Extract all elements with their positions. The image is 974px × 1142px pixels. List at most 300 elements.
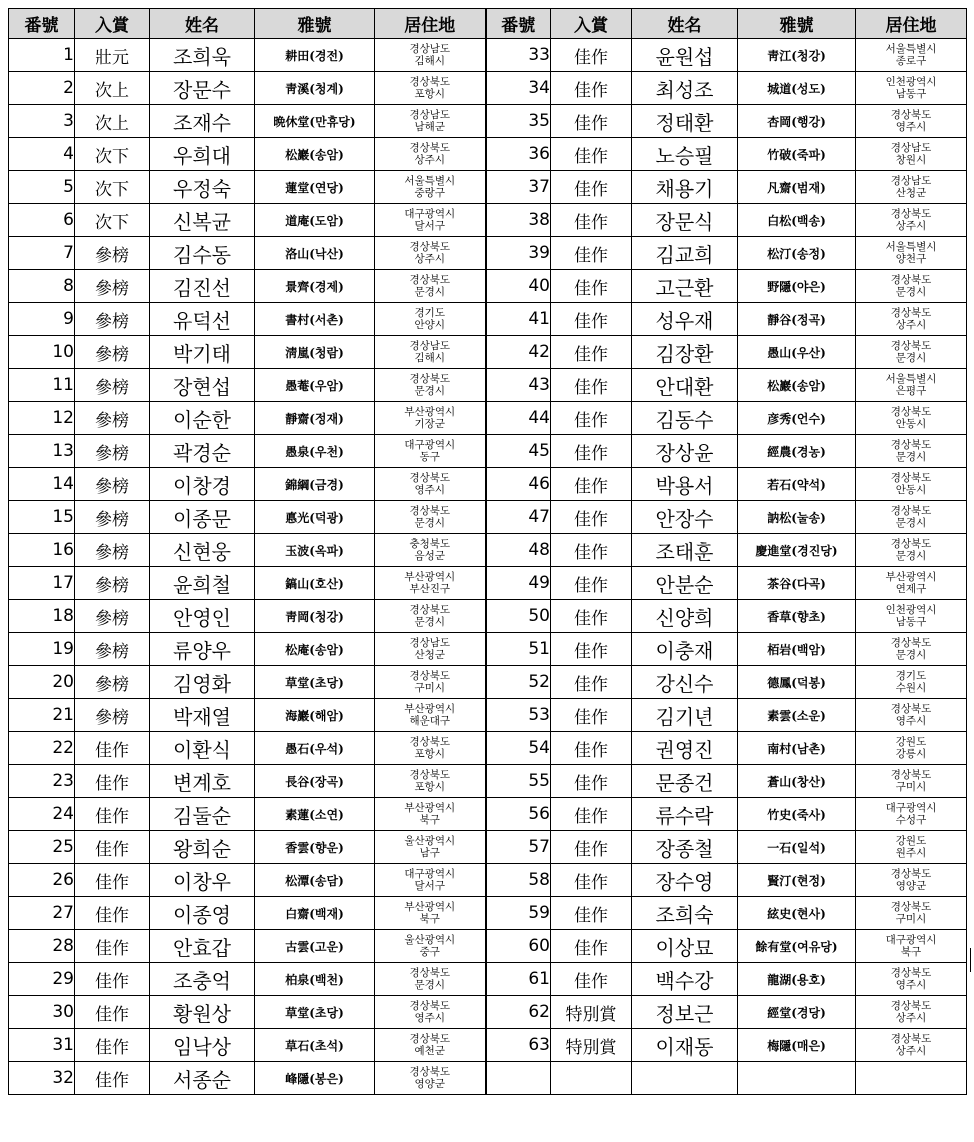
residence-city: 산청군: [414, 649, 445, 661]
residence-region: 경상북도: [409, 76, 451, 88]
table-row: [9, 996, 967, 1029]
table-row: [9, 633, 967, 666]
residence-city: 영주시: [414, 484, 445, 496]
residence-region: 인천광역시: [885, 76, 937, 88]
table-row: [9, 1062, 967, 1095]
entry-residence: [856, 237, 967, 270]
entry-award: 佳作: [551, 336, 632, 369]
entry-name: 안영인: [150, 600, 255, 633]
entry-award: 佳作: [551, 72, 632, 105]
entry-number: 1: [9, 39, 75, 72]
header-residence: 居住地: [375, 9, 486, 39]
residence-region: 경상북도: [890, 967, 932, 979]
entry-award: 參榜: [75, 567, 150, 600]
header-award: 入賞: [75, 9, 150, 39]
entry-number: 23: [9, 765, 75, 798]
entry-award: 參榜: [75, 501, 150, 534]
entry-pen-name: 景齊(경제): [255, 270, 375, 303]
entry-number: 28: [9, 930, 75, 963]
entry-residence: [856, 567, 967, 600]
entry-number: 26: [9, 864, 75, 897]
entry-name: 이환식: [150, 732, 255, 765]
entry-residence: [856, 534, 967, 567]
entry-pen-name: 海巖(해암): [255, 699, 375, 732]
entry-residence: [375, 897, 486, 930]
entry-number: 29: [9, 963, 75, 996]
entry-number: 24: [9, 798, 75, 831]
entry-pen-name: 松汀(송정): [738, 237, 856, 270]
residence-city: 남동구: [895, 616, 927, 628]
residence-region: 경상북도: [890, 637, 932, 649]
entry-number: 41: [486, 303, 551, 336]
residence-city: 안양시: [414, 319, 445, 331]
entry-pen-name: 草石(초석): [255, 1029, 375, 1062]
entry-residence: [856, 600, 967, 633]
entry-number: 45: [486, 435, 551, 468]
entry-residence: [375, 1029, 486, 1062]
entry-number: 12: [9, 402, 75, 435]
residence-city: 해운대구: [409, 715, 451, 727]
entry-name: 임낙상: [150, 1029, 255, 1062]
entry-residence: [856, 39, 967, 72]
entry-residence: [856, 435, 967, 468]
residence-city: 문경시: [895, 550, 927, 562]
entry-name: 권영진: [632, 732, 738, 765]
residence-region: 부산광역시: [404, 802, 456, 814]
entry-number: 50: [486, 600, 551, 633]
table-row: [9, 204, 967, 237]
entry-residence: [375, 204, 486, 237]
residence-city: 강릉시: [895, 748, 927, 760]
entry-residence: [375, 732, 486, 765]
entry-name: 이창경: [150, 468, 255, 501]
entry-pen-name: 一石(일석): [738, 831, 856, 864]
table-row: [9, 963, 967, 996]
entry-number: 6: [9, 204, 75, 237]
residence-region: 인천광역시: [885, 604, 937, 616]
residence-region: 경상북도: [409, 373, 451, 385]
entry-name: 신현웅: [150, 534, 255, 567]
entry-residence: [856, 270, 967, 303]
residence-region: 충청북도: [409, 538, 451, 550]
residence-city: 포항시: [414, 88, 445, 100]
residence-region: 서울특별시: [885, 241, 937, 253]
residence-region: 경상북도: [409, 472, 451, 484]
entry-number: 27: [9, 897, 75, 930]
entry-award: 佳作: [551, 303, 632, 336]
residence-city: 안동시: [895, 484, 927, 496]
residence-city: 포항시: [414, 781, 445, 793]
table-row: [9, 798, 967, 831]
entry-award: 佳作: [75, 798, 150, 831]
entry-number: 16: [9, 534, 75, 567]
entry-pen-name: 草堂(초당): [255, 666, 375, 699]
entry-residence: [375, 435, 486, 468]
residence-city: 영양군: [414, 1078, 445, 1090]
entry-name: 이재동: [632, 1029, 738, 1062]
entry-pen-name: 愚泉(우천): [255, 435, 375, 468]
entry-award: 佳作: [75, 996, 150, 1029]
residence-city: 상주시: [414, 154, 445, 166]
entry-pen-name: 經農(경농): [738, 435, 856, 468]
entry-number: 8: [9, 270, 75, 303]
entry-award: 參榜: [75, 435, 150, 468]
entry-name: 장문식: [632, 204, 738, 237]
entry-number: 39: [486, 237, 551, 270]
entry-award: 參榜: [75, 336, 150, 369]
entry-residence: [375, 666, 486, 699]
entry-award: 佳作: [75, 1029, 150, 1062]
entry-award: 特別賞: [551, 1029, 632, 1062]
residence-region: 경상북도: [409, 670, 451, 682]
entry-residence: [856, 138, 967, 171]
entry-residence: [856, 897, 967, 930]
entry-residence: [856, 699, 967, 732]
table-row: [9, 303, 967, 336]
entry-number: 43: [486, 369, 551, 402]
residence-region: 경상북도: [890, 505, 932, 517]
residence-region: 서울특별시: [404, 175, 456, 187]
entry-award: 參榜: [75, 369, 150, 402]
entry-number: 11: [9, 369, 75, 402]
residence-city: 동구: [419, 451, 440, 463]
entry-number: 48: [486, 534, 551, 567]
residence-city: 구미시: [895, 913, 927, 925]
residence-city: 문경시: [895, 649, 927, 661]
residence-city: 달서구: [414, 220, 445, 232]
entry-award: 參榜: [75, 699, 150, 732]
entry-number: 60: [486, 930, 551, 963]
residence-region: 경상남도: [409, 637, 451, 649]
table-row: [9, 567, 967, 600]
residence-region: 경상북도: [890, 1000, 932, 1012]
entry-award: 佳作: [551, 798, 632, 831]
entry-residence: [856, 402, 967, 435]
entry-number: 52: [486, 666, 551, 699]
entry-residence: [856, 963, 967, 996]
entry-number: 17: [9, 567, 75, 600]
residence-city: 김해시: [414, 55, 445, 67]
entry-pen-name: 白齋(백재): [255, 897, 375, 930]
entry-pen-name: 長谷(장곡): [255, 765, 375, 798]
entry-residence: [375, 303, 486, 336]
entry-award: 佳作: [551, 105, 632, 138]
entry-award: 佳作: [551, 237, 632, 270]
residence-region: 부산광역시: [404, 406, 456, 418]
entry-number: 42: [486, 336, 551, 369]
entry-pen-name: 訥松(눌송): [738, 501, 856, 534]
entry-name: 장현섭: [150, 369, 255, 402]
entry-residence: [375, 336, 486, 369]
table-row: [9, 336, 967, 369]
entry-residence: [856, 732, 967, 765]
residence-city: 산청군: [895, 187, 927, 199]
entry-number: 38: [486, 204, 551, 237]
entry-number: 3: [9, 105, 75, 138]
table-row: [9, 270, 967, 303]
entry-award: 佳作: [551, 369, 632, 402]
entry-name: 안장수: [632, 501, 738, 534]
entry-number: 25: [9, 831, 75, 864]
entry-pen-name: 素蓮(소연): [255, 798, 375, 831]
award-roster: [8, 8, 967, 1095]
entry-residence: [375, 270, 486, 303]
entry-residence: [856, 633, 967, 666]
entry-name: 안대환: [632, 369, 738, 402]
entry-number: 56: [486, 798, 551, 831]
entry-pen-name: 蓮堂(연당): [255, 171, 375, 204]
residence-city: 문경시: [414, 385, 445, 397]
entry-pen-name: 栢岩(백암): [738, 633, 856, 666]
residence-city: 남구: [419, 847, 440, 859]
entry-residence: [375, 798, 486, 831]
entry-pen-name: 愚菴(우암): [255, 369, 375, 402]
entry-award: 佳作: [551, 600, 632, 633]
entry-number: 19: [9, 633, 75, 666]
residence-region: 경상북도: [409, 142, 451, 154]
entry-residence: [375, 600, 486, 633]
residence-city: 포항시: [414, 748, 445, 760]
entry-residence: [375, 501, 486, 534]
entry-name: 김수동: [150, 237, 255, 270]
entry-residence: [856, 996, 967, 1029]
entry-award: 佳作: [551, 402, 632, 435]
entry-number: 54: [486, 732, 551, 765]
entry-residence: [375, 831, 486, 864]
residence-region: 경상북도: [890, 208, 932, 220]
entry-award: 次下: [75, 138, 150, 171]
entry-award: 參榜: [75, 237, 150, 270]
entry-award: 佳作: [75, 930, 150, 963]
entry-name: 류양우: [150, 633, 255, 666]
residence-city: 김해시: [414, 352, 445, 364]
entry-residence: [856, 336, 967, 369]
residence-city: 남해군: [414, 121, 445, 133]
entry-residence: [856, 864, 967, 897]
entry-award: 佳作: [75, 732, 150, 765]
entry-award: 佳作: [551, 930, 632, 963]
entry-award: 佳作: [551, 831, 632, 864]
entry-pen-name: 耕田(경전): [255, 39, 375, 72]
entry-number: 31: [9, 1029, 75, 1062]
table-row: [9, 435, 967, 468]
entry-award: 參榜: [75, 666, 150, 699]
entry-residence: [856, 105, 967, 138]
entry-residence: [856, 666, 967, 699]
residence-city: 연제구: [895, 583, 927, 595]
residence-city: 안동시: [895, 418, 927, 430]
table-row: [9, 864, 967, 897]
entry-award: 佳作: [551, 765, 632, 798]
entry-award: 佳作: [551, 699, 632, 732]
residence-region: 경상남도: [409, 340, 451, 352]
residence-region: 부산광역시: [404, 901, 456, 913]
residence-region: 경상남도: [890, 142, 932, 154]
entry-award: 佳作: [75, 897, 150, 930]
entry-pen-name: 茶谷(다곡): [738, 567, 856, 600]
table-row: [9, 831, 967, 864]
entry-number: 61: [486, 963, 551, 996]
entry-name: 노승필: [632, 138, 738, 171]
entry-number: 21: [9, 699, 75, 732]
residence-region: 강원도: [895, 835, 927, 847]
entry-residence: [856, 468, 967, 501]
table-row: [9, 666, 967, 699]
table-row: [9, 765, 967, 798]
entry-pen-name: 野隱(야은): [738, 270, 856, 303]
entry-number: 35: [486, 105, 551, 138]
entry-number: 51: [486, 633, 551, 666]
entry-pen-name: 靜谷(정곡): [738, 303, 856, 336]
empty-cell: [632, 1062, 738, 1095]
entry-pen-name: 靜齋(정재): [255, 402, 375, 435]
entry-name: 정태환: [632, 105, 738, 138]
empty-cell: [856, 1062, 967, 1095]
entry-name: 문종건: [632, 765, 738, 798]
entry-pen-name: 峰隱(봉은): [255, 1062, 375, 1095]
entry-pen-name: 經堂(경당): [738, 996, 856, 1029]
entry-residence: [375, 105, 486, 138]
entry-number: 13: [9, 435, 75, 468]
entry-residence: [856, 501, 967, 534]
residence-city: 기장군: [414, 418, 445, 430]
entry-number: 53: [486, 699, 551, 732]
entry-name: 채용기: [632, 171, 738, 204]
residence-city: 구미시: [895, 781, 927, 793]
entry-residence: [856, 72, 967, 105]
entry-residence: [375, 39, 486, 72]
residence-region: 경상북도: [890, 769, 932, 781]
table-row: [9, 402, 967, 435]
entry-pen-name: 白松(백송): [738, 204, 856, 237]
entry-award: 佳作: [551, 39, 632, 72]
entry-pen-name: 淸嵐(청람): [255, 336, 375, 369]
entry-name: 김기년: [632, 699, 738, 732]
entry-pen-name: 書村(서촌): [255, 303, 375, 336]
entry-pen-name: 南村(남촌): [738, 732, 856, 765]
entry-name: 곽경순: [150, 435, 255, 468]
entry-number: 40: [486, 270, 551, 303]
entry-number: 14: [9, 468, 75, 501]
entry-residence: [375, 930, 486, 963]
entry-name: 박기태: [150, 336, 255, 369]
entry-pen-name: 餘有堂(여유당): [738, 930, 856, 963]
entry-pen-name: 玉波(옥파): [255, 534, 375, 567]
entry-residence: [375, 996, 486, 1029]
residence-city: 상주시: [414, 253, 445, 265]
residence-region: 경상북도: [409, 1000, 451, 1012]
residence-city: 영주시: [895, 121, 927, 133]
entry-name: 김진선: [150, 270, 255, 303]
residence-city: 수원시: [895, 682, 927, 694]
entry-award: 佳作: [551, 567, 632, 600]
entry-number: 15: [9, 501, 75, 534]
entry-number: 37: [486, 171, 551, 204]
entry-award: 佳作: [551, 534, 632, 567]
entry-pen-name: 愚山(우산): [738, 336, 856, 369]
entry-name: 이순한: [150, 402, 255, 435]
entry-residence: [375, 237, 486, 270]
entry-name: 성우재: [632, 303, 738, 336]
entry-award: 參榜: [75, 600, 150, 633]
entry-name: 이충재: [632, 633, 738, 666]
entry-name: 왕희순: [150, 831, 255, 864]
entry-residence: [375, 633, 486, 666]
entry-number: 36: [486, 138, 551, 171]
entry-pen-name: 竹史(죽사): [738, 798, 856, 831]
entry-residence: [375, 864, 486, 897]
entry-award: 佳作: [551, 204, 632, 237]
table-row: [9, 1029, 967, 1062]
entry-number: 9: [9, 303, 75, 336]
residence-region: 경상남도: [409, 43, 451, 55]
entry-pen-name: 素雲(소운): [738, 699, 856, 732]
entry-award: 參榜: [75, 633, 150, 666]
entry-award: 參榜: [75, 270, 150, 303]
entry-name: 조희욱: [150, 39, 255, 72]
table-row: [9, 534, 967, 567]
entry-pen-name: 晩休堂(만휴당): [255, 105, 375, 138]
entry-name: 최성조: [632, 72, 738, 105]
residence-region: 경상남도: [409, 109, 451, 121]
entry-pen-name: 靑溪(청계): [255, 72, 375, 105]
empty-cell: [486, 1062, 551, 1095]
residence-region: 서울특별시: [885, 373, 937, 385]
entry-pen-name: 愚石(우석): [255, 732, 375, 765]
entry-residence: [375, 468, 486, 501]
residence-region: 경상북도: [409, 967, 451, 979]
entry-pen-name: 洛山(낙산): [255, 237, 375, 270]
entry-pen-name: 鎬山(호산): [255, 567, 375, 600]
entry-pen-name: 梅隱(매은): [738, 1029, 856, 1062]
entry-pen-name: 香雲(향운): [255, 831, 375, 864]
entry-name: 강신수: [632, 666, 738, 699]
entry-residence: [856, 369, 967, 402]
entry-name: 고근환: [632, 270, 738, 303]
residence-region: 경상북도: [890, 109, 932, 121]
table-row: [9, 72, 967, 105]
entry-residence: [375, 765, 486, 798]
residence-city: 남동구: [895, 88, 927, 100]
residence-region: 부산광역시: [404, 703, 456, 715]
residence-city: 문경시: [414, 517, 445, 529]
residence-city: 영주시: [895, 979, 927, 991]
entry-award: 佳作: [551, 171, 632, 204]
entry-name: 안분순: [632, 567, 738, 600]
header-name: 姓名: [632, 9, 738, 39]
entry-residence: [856, 831, 967, 864]
residence-region: 경기도: [414, 307, 445, 319]
entry-name: 조재수: [150, 105, 255, 138]
residence-region: 경상북도: [890, 703, 932, 715]
entry-residence: [856, 171, 967, 204]
table-row: [9, 171, 967, 204]
residence-region: 울산광역시: [404, 835, 456, 847]
residence-city: 북구: [419, 913, 440, 925]
residence-region: 경상북도: [409, 1066, 451, 1078]
entry-pen-name: 城道(성도): [738, 72, 856, 105]
table-row: [9, 600, 967, 633]
residence-city: 양천구: [895, 253, 927, 265]
entry-award: 參榜: [75, 303, 150, 336]
entry-award: 佳作: [551, 138, 632, 171]
residence-region: 경상북도: [409, 736, 451, 748]
entry-residence: [856, 204, 967, 237]
residence-city: 창원시: [895, 154, 927, 166]
entry-number: 7: [9, 237, 75, 270]
entry-award: 佳作: [75, 765, 150, 798]
residence-region: 울산광역시: [404, 934, 456, 946]
